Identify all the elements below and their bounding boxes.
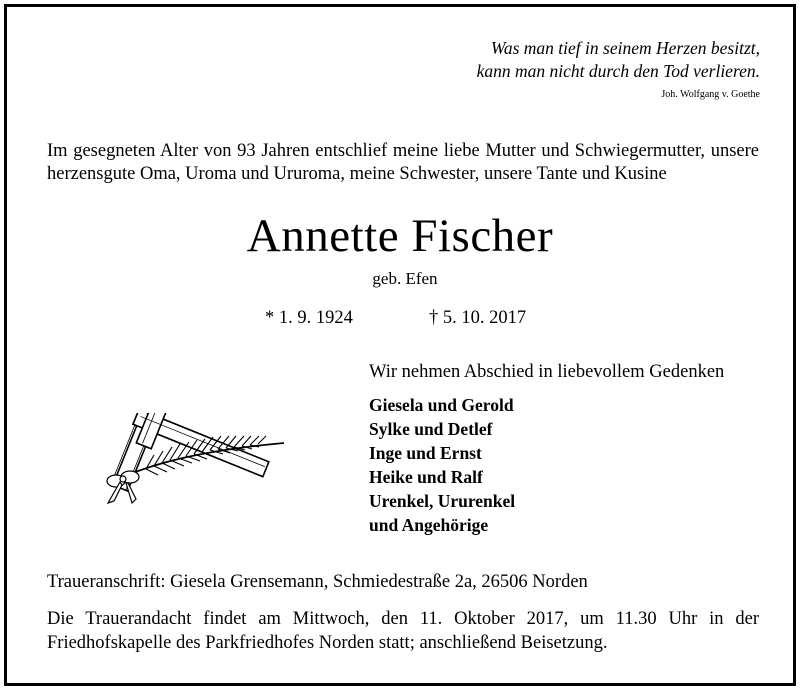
mourner-item: Heike und Ralf [369,467,483,487]
epigraph-quote [477,37,760,83]
epigraph-line: Was man tief in seinem Herzen besitzt, [490,38,760,58]
mourner-item: Urenkel, Ururenkel [369,491,516,511]
mourners-list [369,393,515,537]
deceased-name: Annette Fischer [246,210,554,262]
mourner-item: Inge und Ernst [369,443,482,463]
farewell-line: Wir nehmen Abschied in liebevollem Gedenken [369,362,725,382]
epigraph-author: Joh. Wolfgang v. Goethe [661,89,760,100]
cross-with-palm-icon [86,413,286,505]
birth-date: * 1. 9. 1924 [265,308,353,328]
mourner-item: Sylke und Detlef [369,419,493,439]
birth-name: geb. Efen [372,269,438,288]
epigraph-line: kann man nicht durch den Tod verlieren. [476,61,760,81]
intro-text: Im gesegneten Alter von 93 Jahren entschlief meine liebe Mutter und Schwiegermutter, unsere herzensgute Oma, Uroma und Ururoma, meine Schwester, unsere Tante und Kusine [47,141,759,184]
funeral-address: Traueranschrift: Giesela Grensemann, Schmiedestraße 2a, 26506 Norden [47,572,588,592]
service-details: Die Trauerandacht findet am Mittwoch, den 11. Oktober 2017, um 11.30 Uhr in der Friedhofskapelle des Parkfriedhofes Norden statt; anschließend Beisetzung. [47,609,759,653]
mourner-item: und Angehörige [369,515,489,535]
mourner-item: Giesela und Gerold [369,395,514,415]
death-date: † 5. 10. 2017 [429,308,527,328]
obituary-notice [4,4,796,686]
